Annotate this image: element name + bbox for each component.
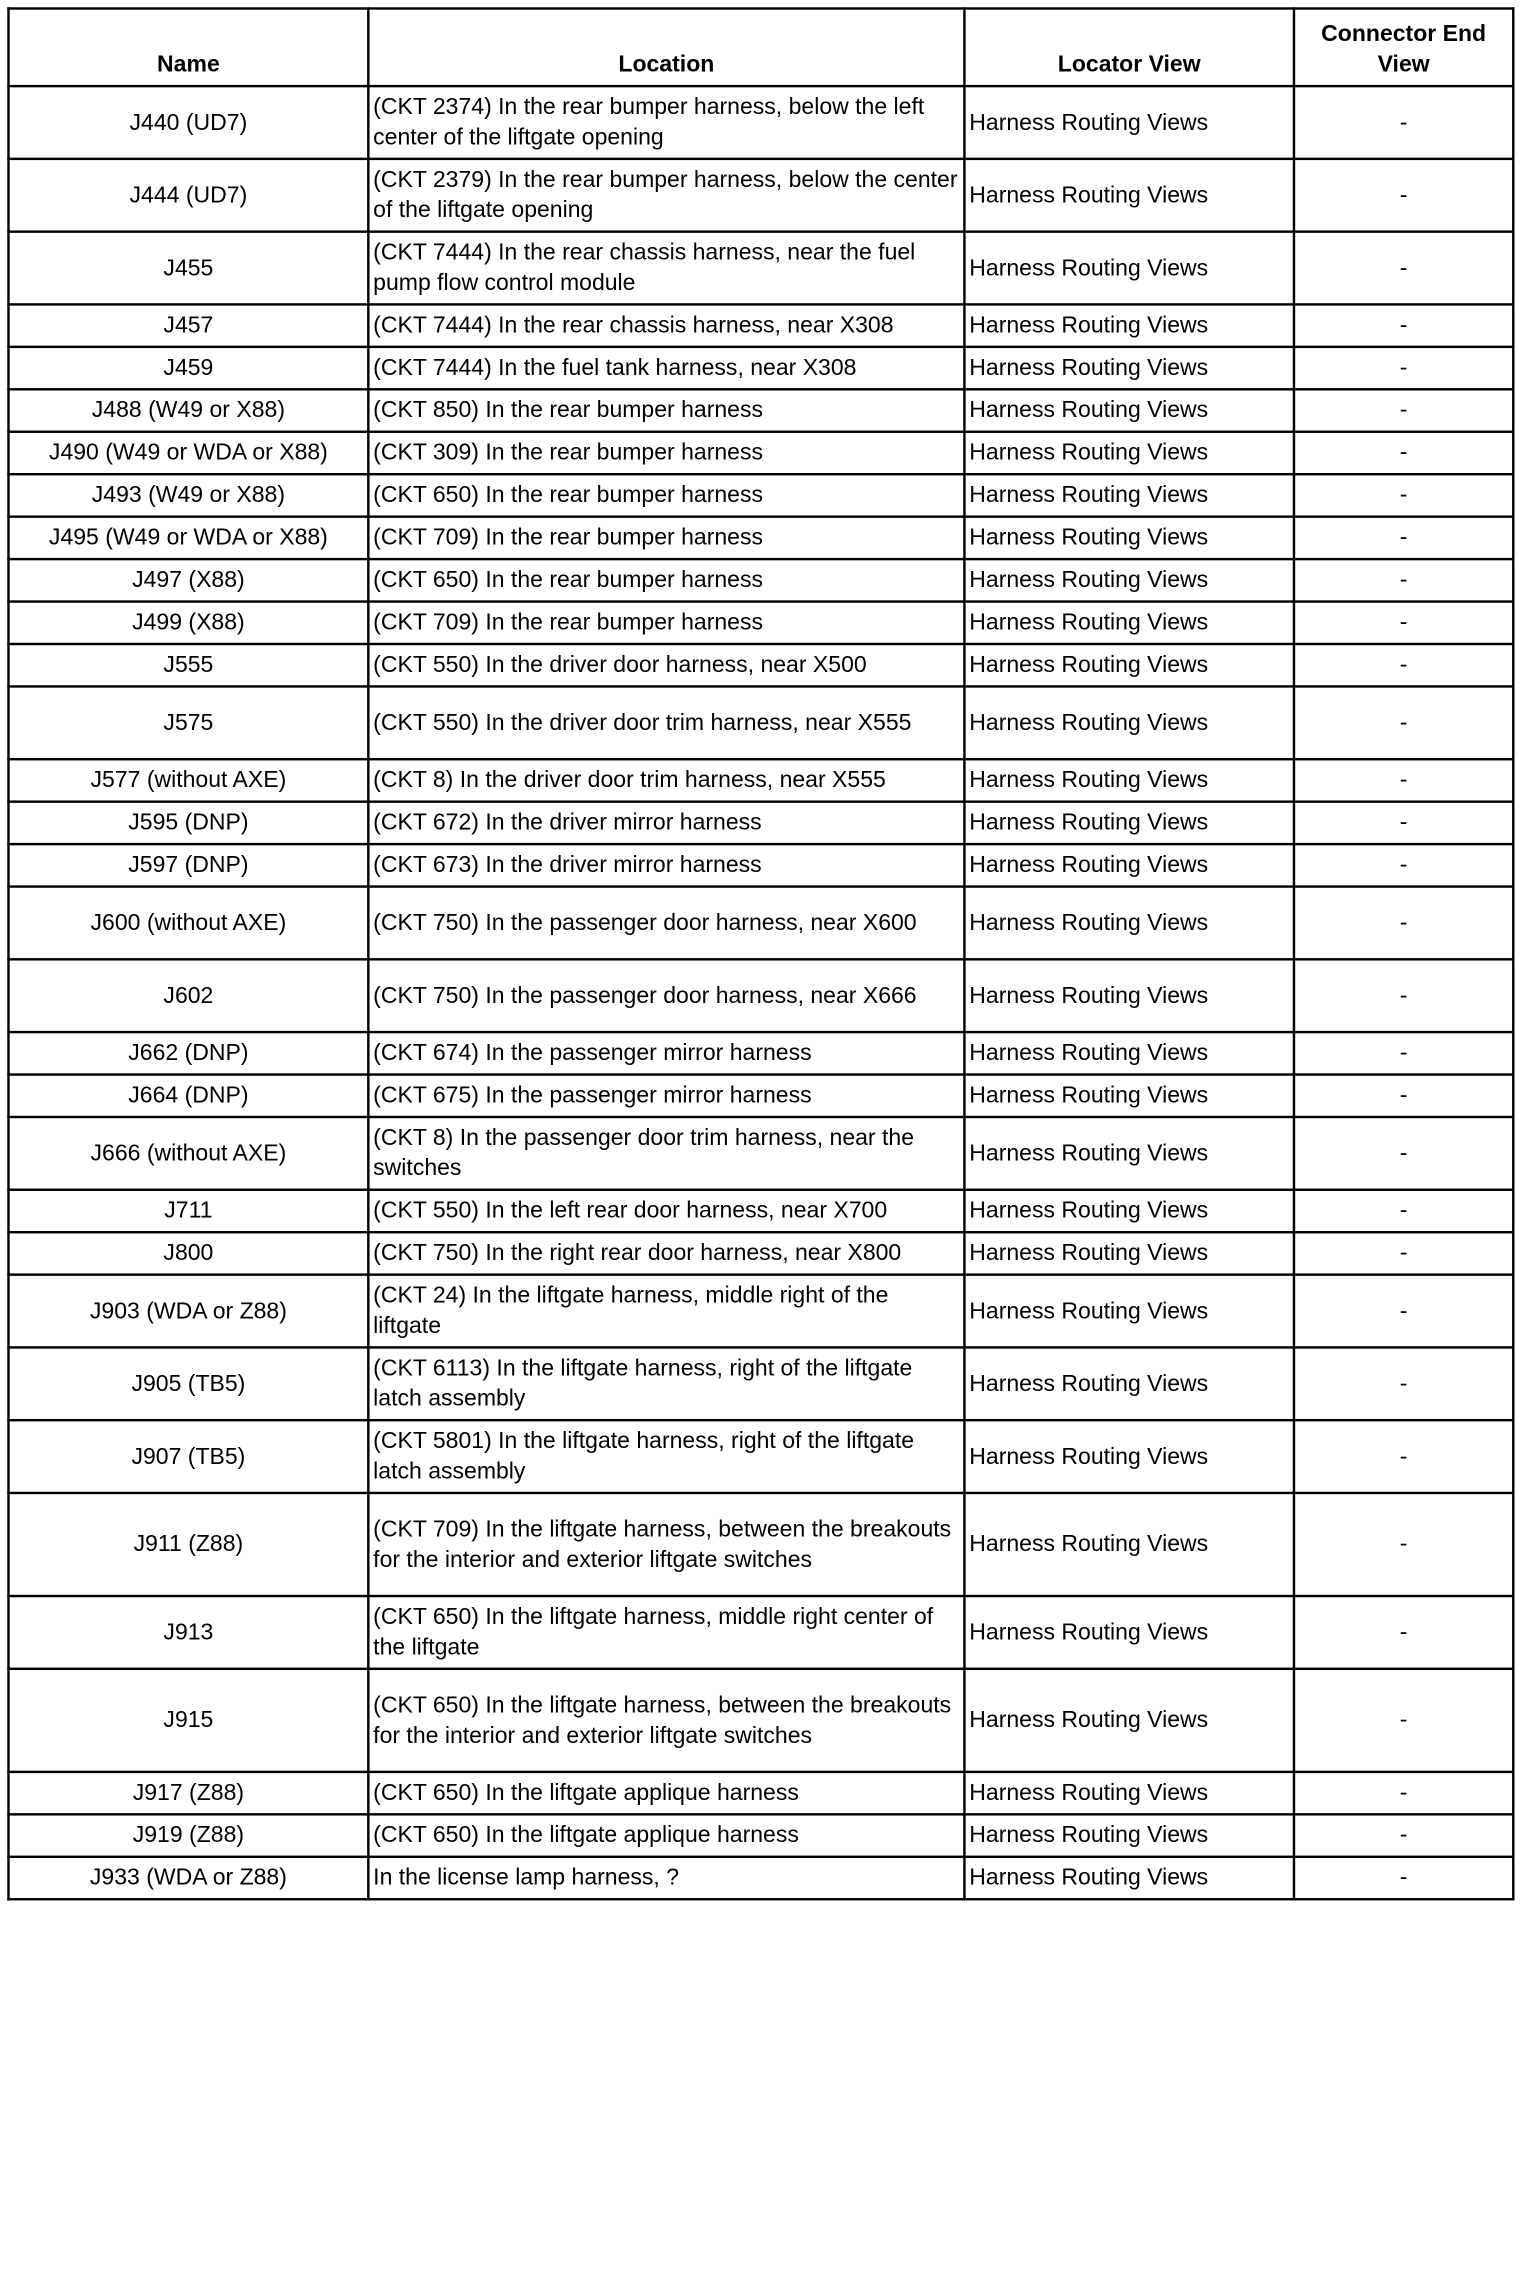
cell-location: (CKT 550) In the driver door harness, near X500 [368, 644, 964, 686]
cell-location: (CKT 650) In the rear bumper harness [368, 474, 964, 516]
cell-connector-end-view: - [1294, 887, 1513, 960]
cell-name: J664 (DNP) [8, 1075, 368, 1117]
cell-connector-end-view: - [1294, 1596, 1513, 1669]
cell-locator-view: Harness Routing Views [964, 432, 1294, 474]
cell-name: J933 (WDA or Z88) [8, 1857, 368, 1899]
cell-location: (CKT 750) In the passenger door harness, near X600 [368, 887, 964, 960]
table-row [8, 1420, 1513, 1493]
cell-name: J800 [8, 1232, 368, 1274]
table-row [8, 1347, 1513, 1420]
cell-locator-view: Harness Routing Views [964, 347, 1294, 389]
cell-connector-end-view: - [1294, 1857, 1513, 1899]
cell-name: J911 (Z88) [8, 1493, 368, 1596]
header-location: Location [368, 8, 964, 86]
cell-connector-end-view: - [1294, 802, 1513, 844]
table-row [8, 1814, 1513, 1856]
cell-connector-end-view: - [1294, 1190, 1513, 1232]
cell-locator-view: Harness Routing Views [964, 1232, 1294, 1274]
cell-location: (CKT 24) In the liftgate harness, middle right of the liftgate [368, 1275, 964, 1348]
cell-location: (CKT 7444) In the rear chassis harness, near X308 [368, 304, 964, 346]
cell-locator-view: Harness Routing Views [964, 1347, 1294, 1420]
cell-location: (CKT 5801) In the liftgate harness, right of the liftgate latch assembly [368, 1420, 964, 1493]
cell-connector-end-view: - [1294, 474, 1513, 516]
cell-locator-view: Harness Routing Views [964, 1275, 1294, 1348]
splice-location-table [7, 7, 1514, 1900]
cell-name: J600 (without AXE) [8, 887, 368, 960]
cell-name: J602 [8, 959, 368, 1032]
cell-connector-end-view: - [1294, 1347, 1513, 1420]
table-row [8, 389, 1513, 431]
cell-name: J597 (DNP) [8, 844, 368, 886]
cell-connector-end-view: - [1294, 347, 1513, 389]
cell-locator-view: Harness Routing Views [964, 1857, 1294, 1899]
header-connector-end-view: Connector End View [1294, 8, 1513, 86]
cell-location: (CKT 650) In the liftgate applique harness [368, 1814, 964, 1856]
table-row [8, 347, 1513, 389]
cell-locator-view: Harness Routing Views [964, 1772, 1294, 1814]
cell-location: (CKT 650) In the liftgate applique harness [368, 1772, 964, 1814]
cell-connector-end-view: - [1294, 559, 1513, 601]
cell-locator-view: Harness Routing Views [964, 759, 1294, 801]
cell-locator-view: Harness Routing Views [964, 686, 1294, 759]
cell-connector-end-view: - [1294, 1232, 1513, 1274]
cell-locator-view: Harness Routing Views [964, 1420, 1294, 1493]
cell-location: (CKT 650) In the liftgate harness, between the breakouts for the interior and exterior liftgate switches [368, 1669, 964, 1772]
cell-connector-end-view: - [1294, 686, 1513, 759]
table-row [8, 602, 1513, 644]
cell-connector-end-view: - [1294, 1669, 1513, 1772]
cell-location: (CKT 6113) In the liftgate harness, right of the liftgate latch assembly [368, 1347, 964, 1420]
cell-locator-view: Harness Routing Views [964, 232, 1294, 305]
table-row [8, 474, 1513, 516]
cell-locator-view: Harness Routing Views [964, 304, 1294, 346]
cell-name: J488 (W49 or X88) [8, 389, 368, 431]
cell-locator-view: Harness Routing Views [964, 1596, 1294, 1669]
cell-locator-view: Harness Routing Views [964, 802, 1294, 844]
cell-name: J905 (TB5) [8, 1347, 368, 1420]
cell-locator-view: Harness Routing Views [964, 86, 1294, 159]
table-row [8, 759, 1513, 801]
cell-locator-view: Harness Routing Views [964, 602, 1294, 644]
table-row [8, 1669, 1513, 1772]
cell-connector-end-view: - [1294, 86, 1513, 159]
cell-connector-end-view: - [1294, 1117, 1513, 1190]
cell-locator-view: Harness Routing Views [964, 959, 1294, 1032]
cell-locator-view: Harness Routing Views [964, 1669, 1294, 1772]
table-row [8, 959, 1513, 1032]
cell-locator-view: Harness Routing Views [964, 644, 1294, 686]
cell-connector-end-view: - [1294, 517, 1513, 559]
table-row [8, 1190, 1513, 1232]
cell-connector-end-view: - [1294, 159, 1513, 232]
cell-name: J917 (Z88) [8, 1772, 368, 1814]
cell-connector-end-view: - [1294, 602, 1513, 644]
cell-connector-end-view: - [1294, 759, 1513, 801]
cell-name: J457 [8, 304, 368, 346]
cell-connector-end-view: - [1294, 959, 1513, 1032]
table-row [8, 432, 1513, 474]
cell-connector-end-view: - [1294, 1075, 1513, 1117]
header-locator-view: Locator View [964, 8, 1294, 86]
cell-location: (CKT 673) In the driver mirror harness [368, 844, 964, 886]
table-row [8, 887, 1513, 960]
cell-name: J493 (W49 or X88) [8, 474, 368, 516]
cell-location: (CKT 2374) In the rear bumper harness, below the left center of the liftgate opening [368, 86, 964, 159]
cell-connector-end-view: - [1294, 1032, 1513, 1074]
cell-name: J595 (DNP) [8, 802, 368, 844]
table-body [8, 86, 1513, 1899]
cell-locator-view: Harness Routing Views [964, 887, 1294, 960]
cell-name: J497 (X88) [8, 559, 368, 601]
cell-name: J913 [8, 1596, 368, 1669]
cell-location: (CKT 750) In the right rear door harness, near X800 [368, 1232, 964, 1274]
cell-connector-end-view: - [1294, 1420, 1513, 1493]
table-row [8, 1772, 1513, 1814]
cell-connector-end-view: - [1294, 232, 1513, 305]
cell-name: J555 [8, 644, 368, 686]
cell-name: J490 (W49 or WDA or X88) [8, 432, 368, 474]
cell-locator-view: Harness Routing Views [964, 844, 1294, 886]
table-row [8, 1275, 1513, 1348]
cell-connector-end-view: - [1294, 1275, 1513, 1348]
cell-name: J440 (UD7) [8, 86, 368, 159]
cell-name: J907 (TB5) [8, 1420, 368, 1493]
cell-locator-view: Harness Routing Views [964, 1117, 1294, 1190]
header-row [8, 8, 1513, 86]
cell-locator-view: Harness Routing Views [964, 474, 1294, 516]
table-row [8, 559, 1513, 601]
table-row [8, 1857, 1513, 1899]
cell-name: J575 [8, 686, 368, 759]
cell-locator-view: Harness Routing Views [964, 1814, 1294, 1856]
cell-name: J455 [8, 232, 368, 305]
cell-locator-view: Harness Routing Views [964, 389, 1294, 431]
cell-name: J444 (UD7) [8, 159, 368, 232]
cell-location: (CKT 650) In the rear bumper harness [368, 559, 964, 601]
cell-location: (CKT 550) In the left rear door harness, near X700 [368, 1190, 964, 1232]
cell-location: (CKT 8) In the driver door trim harness, near X555 [368, 759, 964, 801]
table-row [8, 1493, 1513, 1596]
table-row [8, 844, 1513, 886]
cell-location: In the license lamp harness, ? [368, 1857, 964, 1899]
cell-location: (CKT 550) In the driver door trim harness, near X555 [368, 686, 964, 759]
cell-name: J666 (without AXE) [8, 1117, 368, 1190]
cell-location: (CKT 750) In the passenger door harness, near X666 [368, 959, 964, 1032]
cell-location: (CKT 8) In the passenger door trim harness, near the switches [368, 1117, 964, 1190]
cell-locator-view: Harness Routing Views [964, 1075, 1294, 1117]
cell-locator-view: Harness Routing Views [964, 1493, 1294, 1596]
header-name: Name [8, 8, 368, 86]
cell-location: (CKT 674) In the passenger mirror harness [368, 1032, 964, 1074]
cell-name: J495 (W49 or WDA or X88) [8, 517, 368, 559]
cell-name: J459 [8, 347, 368, 389]
cell-location: (CKT 709) In the liftgate harness, between the breakouts for the interior and exterior liftgate switches [368, 1493, 964, 1596]
table-row [8, 159, 1513, 232]
cell-connector-end-view: - [1294, 389, 1513, 431]
cell-locator-view: Harness Routing Views [964, 1190, 1294, 1232]
cell-location: (CKT 709) In the rear bumper harness [368, 602, 964, 644]
cell-name: J662 (DNP) [8, 1032, 368, 1074]
cell-location: (CKT 672) In the driver mirror harness [368, 802, 964, 844]
table-row [8, 86, 1513, 159]
table-row [8, 304, 1513, 346]
table-row [8, 517, 1513, 559]
cell-locator-view: Harness Routing Views [964, 517, 1294, 559]
table-row [8, 232, 1513, 305]
cell-locator-view: Harness Routing Views [964, 159, 1294, 232]
cell-connector-end-view: - [1294, 644, 1513, 686]
cell-locator-view: Harness Routing Views [964, 1032, 1294, 1074]
cell-name: J711 [8, 1190, 368, 1232]
table-row [8, 644, 1513, 686]
cell-name: J915 [8, 1669, 368, 1772]
table-row [8, 1232, 1513, 1274]
cell-name: J919 (Z88) [8, 1814, 368, 1856]
cell-connector-end-view: - [1294, 432, 1513, 474]
cell-connector-end-view: - [1294, 1814, 1513, 1856]
cell-location: (CKT 709) In the rear bumper harness [368, 517, 964, 559]
cell-connector-end-view: - [1294, 1493, 1513, 1596]
cell-location: (CKT 7444) In the rear chassis harness, near the fuel pump flow control module [368, 232, 964, 305]
table-row [8, 686, 1513, 759]
cell-location: (CKT 7444) In the fuel tank harness, near X308 [368, 347, 964, 389]
table-row [8, 1075, 1513, 1117]
cell-connector-end-view: - [1294, 1772, 1513, 1814]
table-row [8, 1032, 1513, 1074]
table-row [8, 1596, 1513, 1669]
cell-connector-end-view: - [1294, 304, 1513, 346]
cell-location: (CKT 2379) In the rear bumper harness, below the center of the liftgate opening [368, 159, 964, 232]
cell-location: (CKT 850) In the rear bumper harness [368, 389, 964, 431]
cell-name: J903 (WDA or Z88) [8, 1275, 368, 1348]
cell-locator-view: Harness Routing Views [964, 559, 1294, 601]
cell-location: (CKT 650) In the liftgate harness, middle right center of the liftgate [368, 1596, 964, 1669]
cell-connector-end-view: - [1294, 844, 1513, 886]
cell-location: (CKT 675) In the passenger mirror harness [368, 1075, 964, 1117]
cell-name: J499 (X88) [8, 602, 368, 644]
table-row [8, 802, 1513, 844]
cell-location: (CKT 309) In the rear bumper harness [368, 432, 964, 474]
table-row [8, 1117, 1513, 1190]
cell-name: J577 (without AXE) [8, 759, 368, 801]
